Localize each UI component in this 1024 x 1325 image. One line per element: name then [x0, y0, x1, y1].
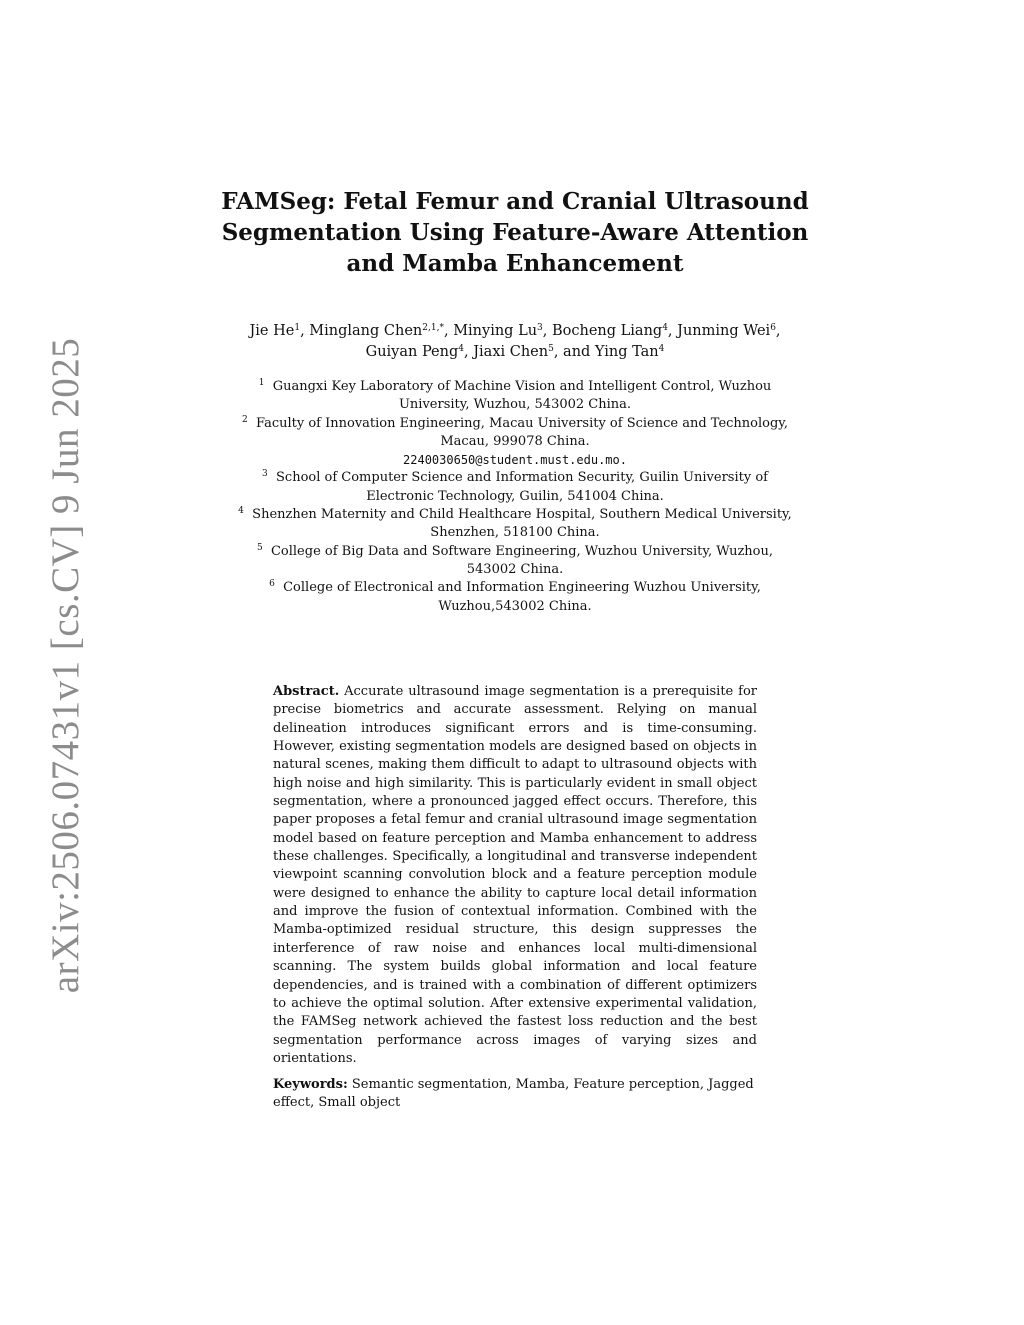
affiliation-3 [220, 469, 810, 506]
affiliation-number: 4 [238, 506, 244, 517]
affiliation-line: Shenzhen Maternity and Child Healthcare Hospital, Southern Medical University, [252, 507, 792, 523]
affiliation-number: 1 [258, 378, 265, 388]
paper-title [200, 186, 830, 279]
title-line: and Mamba Enhancement [346, 250, 684, 277]
author-affil-marker: 4 [662, 323, 668, 333]
affiliation-number: 5 [256, 542, 263, 553]
author-affil-marker: 5 [548, 344, 554, 354]
author-affil-marker: 4 [658, 344, 665, 354]
author-name: Guiyan Peng [365, 344, 459, 360]
keywords [273, 1076, 763, 1113]
affiliation-4 [220, 506, 810, 543]
author-affil-marker: 3 [537, 323, 543, 333]
affiliation-line: College of Big Data and Software Engineering, Wuzhou University, Wuzhou, [270, 543, 774, 559]
affiliation-line: Guangxi Key Laboratory of Machine Vision and Intelligent Control, Wuzhou [272, 379, 772, 394]
author-line: Jie He$^1$, Minglang Chen$^{2,1,*}$, Minying Lu$^3$, Bocheng Liang$^4$, Junming Wei$^6$, [249, 323, 781, 339]
arxiv-identifier: arXiv:2506.07431v1 [cs.CV] 9 Jun 2025 [44, 337, 88, 993]
title-line: Segmentation Using Feature-Aware Attention [221, 219, 809, 246]
affiliation-line: School of Computer Science and Information Security, Guilin University of [276, 470, 768, 486]
affiliation-6 [220, 579, 810, 616]
abstract-label: Abstract. [273, 684, 340, 699]
author-name: Jiaxi Chen [473, 344, 549, 360]
abstract [273, 683, 757, 1068]
affiliation-line: College of Electronical and Information Engineering Wuzhou University, [283, 580, 761, 596]
affiliation-line: Macau, 999078 China. [440, 433, 590, 449]
author-name: Bocheng Liang [552, 323, 663, 339]
author-affil-marker: 2,1,* [422, 323, 444, 333]
affiliation-5 [220, 543, 810, 580]
author-name: Jie He [249, 323, 295, 339]
contact-email[interactable]: 2240030650@student.must.edu.mo. [403, 453, 627, 468]
author-affil-marker: 1 [294, 323, 301, 333]
author-name: Junming Wei [677, 323, 771, 339]
affiliation-line: 543002 China. [466, 561, 564, 577]
author-line: Guiyan Peng$^4$, Jiaxi Chen$^5$, and Ying Tan$^4$ [365, 344, 665, 360]
affiliation-line: Faculty of Innovation Engineering, Macau University of Science and Technology, [255, 415, 789, 431]
abstract-text: Accurate ultrasound image segmentation is a prerequisite for precise biometrics and accurate assessment. Relying on manual delineation introduces significant errors and is time-consuming. However, existing segmentation models are designed based on objects in natural scenes, making them difficult to adapt to ultrasound objects with high noise and high similarity. This is particularly evident in small object segmentation, where a pronounced jagged effect occurs. Therefore, this paper proposes a fetal femur and cranial ultrasound image segmentation model based on feature perception and Mamba enhancement to address these challenges. Specifically, a longitudinal and transverse independent viewpoint scanning convolution block and a feature perception module were designed to enhance the ability to capture local detail information and improve the fusion of contextual information. Combined with the Mamba-optimized residual structure, this design suppresses the interference of raw noise and enhances local multi-dimensional scanning. The system builds global information and local feature dependencies, and is trained with a combination of different optimizers to achieve the optimal solution. After extensive experimental validation, the FAMSeg network achieved the fastest loss reduction and the best segmentation performance across images of varying sizes and orientations. [273, 684, 757, 1066]
affiliation-2 [220, 415, 810, 470]
affiliation-line: Wuzhou,543002 China. [438, 598, 592, 614]
affiliation-line: University, Wuzhou, 543002 China. [398, 397, 632, 413]
author-joiner: , and [553, 344, 595, 360]
author-name: Minglang Chen [309, 323, 423, 339]
author-affil-marker: 6 [770, 323, 776, 333]
affiliation-number: 6 [269, 579, 275, 590]
keywords-text: Semantic segmentation, Mamba, Feature perception, Jagged effect, Small object [273, 1077, 754, 1111]
affiliation-number: 2 [241, 414, 248, 425]
affiliation-1 [220, 378, 810, 415]
affiliation-line: Electronic Technology, Guilin, 541004 China. [366, 488, 664, 504]
affiliation-line: Shenzhen, 518100 China. [430, 525, 600, 541]
title-line: FAMSeg: Fetal Femur and Cranial Ultrasound [221, 188, 809, 215]
affiliation-number: 3 [262, 469, 268, 480]
author-name: Minying Lu [453, 323, 538, 339]
author-affil-marker: 4 [458, 344, 464, 354]
affiliations [220, 378, 810, 616]
author-name: Ying Tan [594, 344, 659, 360]
author-list [200, 321, 830, 363]
keywords-label: Keywords: [273, 1077, 348, 1092]
